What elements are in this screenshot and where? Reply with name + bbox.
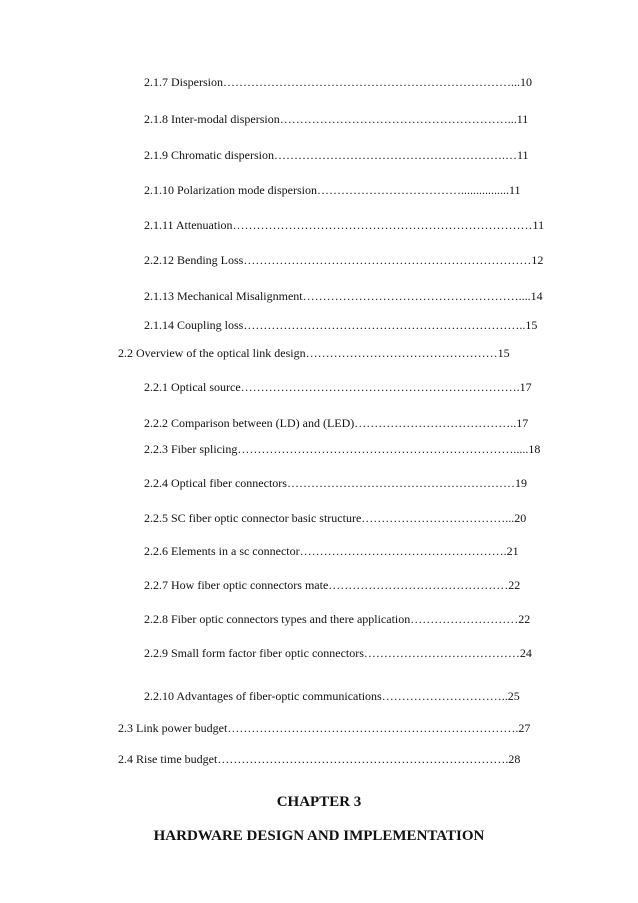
- toc-entry-2-2-12: 2.2.12 Bending Loss………………………………………………………………12: [144, 253, 544, 267]
- toc-entry-2-4: 2.4 Rise time budget……………………………………………………………….28: [118, 752, 521, 766]
- chapter-label: CHAPTER 3: [276, 794, 362, 810]
- toc-entry-2-2-5: 2.2.5 SC fiber optic connector basic structure………………………………...20: [144, 511, 527, 525]
- toc-entry-2-1-9: 2.1.9 Chromatic dispersion………………………………………………….…11: [144, 148, 529, 162]
- toc-entry-2-1-13: 2.1.13 Mechanical Misalignment………………………………………………....14: [144, 289, 543, 303]
- toc-entry-2-1-8: 2.1.8 Inter-modal dispersion…………………………………………………...11: [144, 112, 529, 126]
- toc-entry-2-2-9: 2.2.9 Small form factor fiber optic connectors…………………………………24: [144, 646, 532, 660]
- toc-entry-2-2: 2.2 Overview of the optical link design…………………………………………15: [118, 346, 510, 360]
- toc-entry-2-2-8: 2.2.8 Fiber optic connectors types and there application………………………22: [144, 612, 531, 626]
- toc-entry-2-2-6: 2.2.6 Elements in a sc connector…………………………………………….21: [144, 544, 519, 558]
- toc-entry-2-1-11: 2.1.11 Attenuation…………………………………………………………………11: [144, 218, 545, 232]
- toc-entry-2-3: 2.3 Link power budget……………………………………………………………….27: [118, 721, 531, 735]
- toc-entry-2-2-3: 2.2.3 Fiber splicing…………………………………………………………….....18: [144, 442, 541, 456]
- toc-entry-2-2-4: 2.2.4 Optical fiber connectors…………………………………………………19: [144, 476, 527, 490]
- toc-entry-2-2-1: 2.2.1 Optical source…………………………………………………………….17: [144, 380, 532, 394]
- toc-entry-2-1-10: 2.1.10 Polarization mode dispersion………………………………................11: [144, 183, 521, 197]
- chapter-title: HARDWARE DESIGN AND IMPLEMENTATION: [153, 828, 485, 844]
- toc-entry-2-2-2: 2.2.2 Comparison between (LD) and (LED)…………………………………..17: [144, 416, 529, 430]
- toc-entry-2-2-7: 2.2.7 How fiber optic connectors mate………………………………………22: [144, 578, 521, 592]
- toc-entry-2-1-14: 2.1.14 Coupling loss……………………………………………………………..15: [144, 318, 538, 332]
- toc-entry-2-2-10: 2.2.10 Advantages of fiber-optic communications…………………………..25: [144, 689, 520, 703]
- toc-entry-2-1-7: 2.1.7 Dispersion………………………………………………………………...10: [144, 75, 532, 89]
